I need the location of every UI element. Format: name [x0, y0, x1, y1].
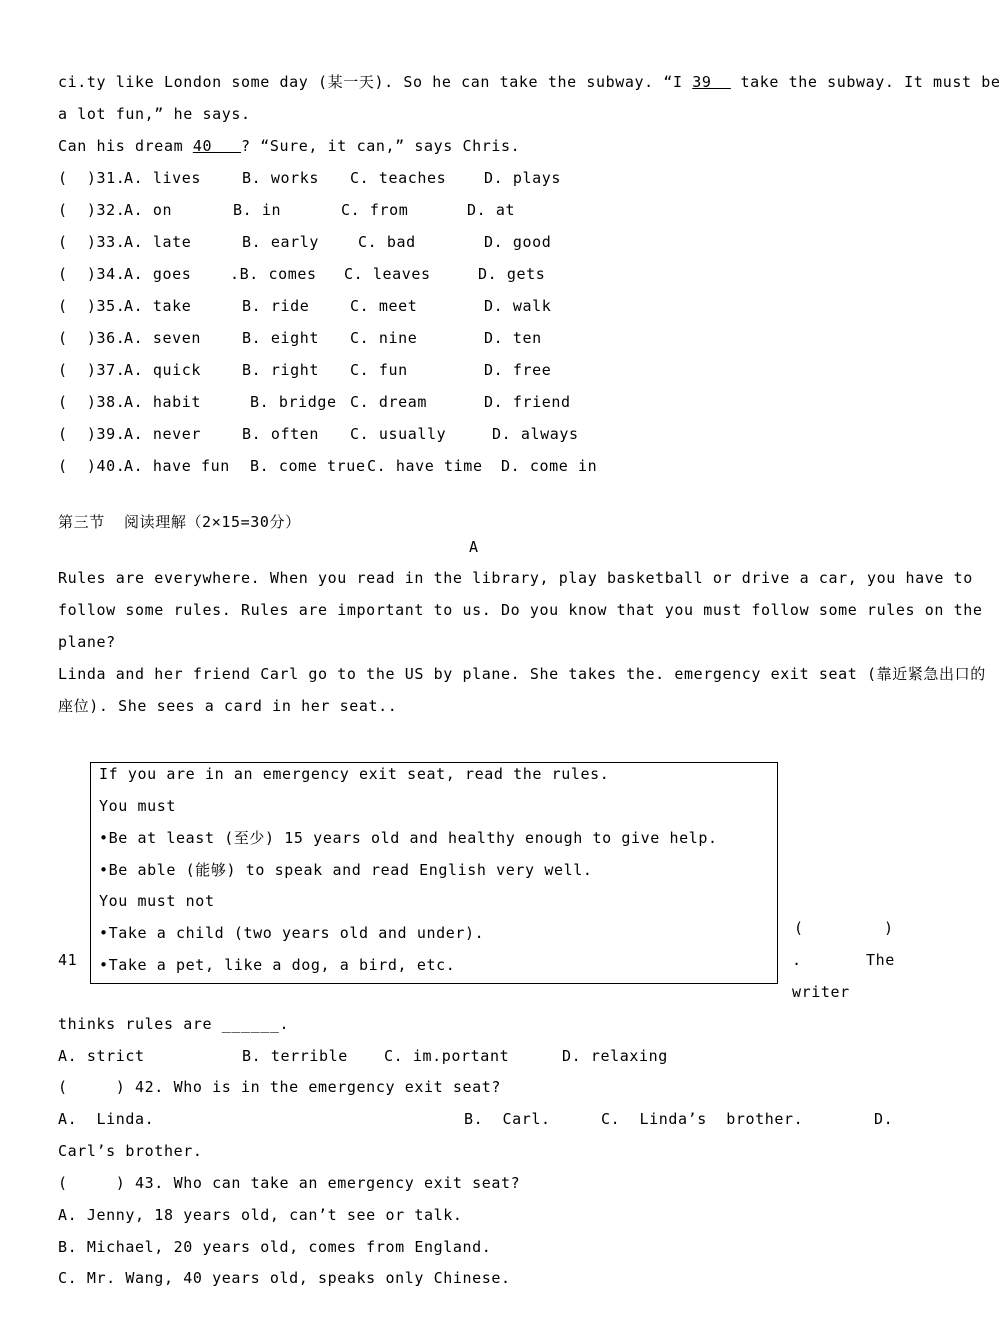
option-a: A. habit	[124, 393, 202, 411]
question-number: ( )36.	[58, 329, 126, 347]
rules-card-line: •Be at least (至少) 15 years old and healthy enough to give help.	[99, 829, 718, 847]
option-b: B. ride	[242, 297, 310, 315]
option-b: B. bridge	[250, 393, 337, 411]
q43-option-b: B. Michael, 20 years old, comes from England.	[58, 1238, 492, 1256]
q41-option-c: C. im.portant	[384, 1047, 510, 1065]
q42-option-c: C. Linda’s brother.	[601, 1110, 804, 1128]
rules-card-line: •Be able (能够) to speak and read English very well.	[99, 861, 593, 879]
q41-option-b: B. terrible	[242, 1047, 348, 1065]
question-41-number: 41	[58, 951, 78, 969]
question-41-the: The	[866, 951, 895, 969]
reading-paragraph-1-line-3: plane?	[58, 633, 116, 651]
rules-card-line: If you are in an emergency exit seat, read the rules.	[99, 765, 610, 783]
question-43-stem: ( ) 43. Who can take an emergency exit seat?	[58, 1174, 521, 1192]
option-b: .B. comes	[230, 265, 317, 283]
answer-paren-open: (	[794, 919, 804, 937]
option-d: D. good	[484, 233, 552, 251]
question-number: ( )33.	[58, 233, 126, 251]
q42-option-d-text: Carl’s brother.	[58, 1142, 203, 1160]
option-c: C. from	[341, 201, 409, 219]
question-number: ( )34.	[58, 265, 126, 283]
question-41-stem: thinks rules are ______.	[58, 1015, 290, 1033]
q42-option-d-label: D.	[874, 1110, 894, 1128]
question-number: ( )31.	[58, 169, 126, 187]
option-d: D. ten	[484, 329, 542, 347]
option-c: C. meet	[350, 297, 418, 315]
option-a: A. seven	[124, 329, 202, 347]
option-c: C. bad	[358, 233, 416, 251]
option-a: A. never	[124, 425, 202, 443]
option-c: C. leaves	[344, 265, 431, 283]
reading-paragraph-1-line-2: follow some rules. Rules are important to us. Do you know that you must follow some rules on the	[58, 601, 983, 619]
option-a: A. late	[124, 233, 192, 251]
question-41-dot: .	[792, 951, 802, 969]
rules-card-line: You must	[99, 797, 177, 815]
answer-paren-close: )	[884, 919, 894, 937]
option-b: B. come true	[250, 457, 366, 475]
option-d: D. come in	[501, 457, 598, 475]
rules-card-line: •Take a child (two years old and under).	[99, 924, 485, 942]
question-41-writer: writer	[792, 983, 850, 1001]
blank-39: 39	[692, 73, 731, 91]
option-a: A. have fun	[124, 457, 230, 475]
option-d: D. walk	[484, 297, 552, 315]
q43-option-a: A. Jenny, 18 years old, can’t see or talk.	[58, 1206, 463, 1224]
question-number: ( )38.	[58, 393, 126, 411]
option-d: D. free	[484, 361, 552, 379]
option-b: B. eight	[242, 329, 320, 347]
option-d: D. gets	[478, 265, 546, 283]
option-a: A. on	[124, 201, 173, 219]
rules-card-line: •Take a pet, like a dog, a bird, etc.	[99, 956, 456, 974]
question-number: ( )39.	[58, 425, 126, 443]
option-c: C. have time	[367, 457, 483, 475]
reading-paragraph-2-line-1: Linda and her friend Carl go to the US by plane. She takes the. emergency exit seat (靠近紧急出口的	[58, 665, 986, 683]
q42-option-a: A. Linda.	[58, 1110, 155, 1128]
passage-text: Can his dream	[58, 137, 193, 155]
passage-text: ci.ty like London some day (某一天). So he can take the subway. “I	[58, 73, 693, 91]
passage-line-1	[58, 72, 1000, 92]
option-c: C. nine	[350, 329, 418, 347]
option-b: B. in	[233, 201, 282, 219]
question-number: ( )35.	[58, 297, 126, 315]
blank-40: 40	[192, 137, 241, 155]
reading-paragraph-1-line-1: Rules are everywhere. When you read in the library, play basketball or drive a car, you have to	[58, 569, 973, 587]
q41-option-d: D. relaxing	[562, 1047, 668, 1065]
option-a: A. take	[124, 297, 192, 315]
reading-paragraph-2-line-2: 座位). She sees a card in her seat..	[58, 697, 398, 715]
option-b: B. right	[242, 361, 320, 379]
passage-line-2: a lot fun,” he says.	[58, 105, 251, 123]
passage-text: ? “Sure, it can,” says Chris.	[241, 137, 521, 155]
passage-line-3	[58, 136, 520, 156]
option-d: D. plays	[484, 169, 562, 187]
q42-option-b: B. Carl.	[464, 1110, 551, 1128]
option-c: C. dream	[350, 393, 428, 411]
option-c: C. usually	[350, 425, 447, 443]
option-d: D. at	[467, 201, 516, 219]
q43-option-c: C. Mr. Wang, 40 years old, speaks only Chinese.	[58, 1269, 511, 1287]
option-a: A. goes	[124, 265, 192, 283]
rules-card-line: You must not	[99, 892, 215, 910]
option-b: B. often	[242, 425, 320, 443]
option-c: C. fun	[350, 361, 408, 379]
section-heading: 第三节 阅读理解（2×15=30分）	[58, 513, 301, 531]
option-a: A. quick	[124, 361, 202, 379]
question-42-stem: ( ) 42. Who is in the emergency exit seat?	[58, 1078, 502, 1096]
q41-option-a: A. strict	[58, 1047, 145, 1065]
option-b: B. works	[242, 169, 320, 187]
option-b: B. early	[242, 233, 320, 251]
passage-text: take the subway. It must be	[730, 73, 1000, 91]
question-number: ( )40.	[58, 457, 126, 475]
question-number: ( )37.	[58, 361, 126, 379]
passage-letter: A	[469, 538, 479, 556]
option-c: C. teaches	[350, 169, 447, 187]
option-d: D. friend	[484, 393, 571, 411]
option-a: A. lives	[124, 169, 202, 187]
question-number: ( )32.	[58, 201, 126, 219]
option-d: D. always	[492, 425, 579, 443]
